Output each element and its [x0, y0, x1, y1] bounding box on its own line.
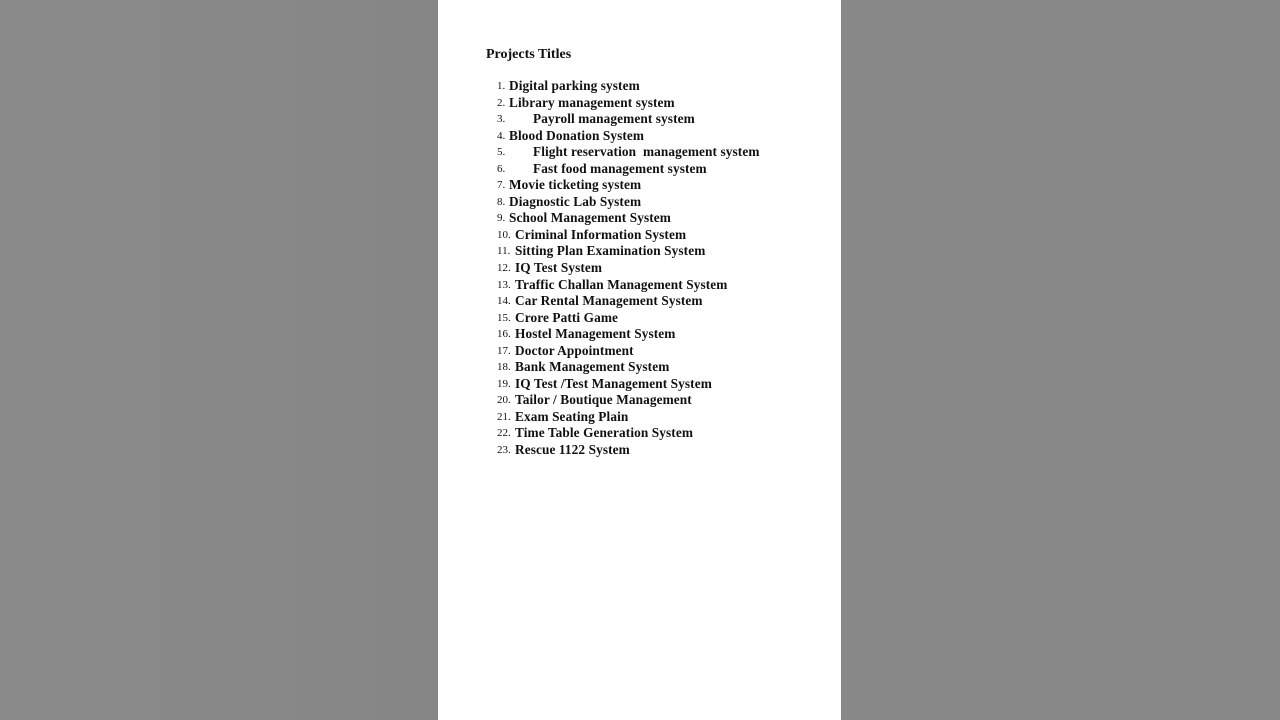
- item-text: Criminal Information System: [515, 226, 687, 242]
- list-item: [497, 144, 760, 161]
- list-item: [497, 210, 760, 227]
- item-text: Crore Patti Game: [515, 309, 619, 325]
- item-number: 4.: [497, 129, 506, 142]
- item-number: 3.: [497, 113, 506, 126]
- item-text: Flight reservation management system: [533, 144, 760, 160]
- item-text: Doctor Appointment: [515, 342, 634, 358]
- item-text: Movie ticketing system: [509, 177, 642, 193]
- list-item: [497, 128, 760, 145]
- item-text: Diagnostic Lab System: [509, 193, 642, 209]
- list-item: [497, 392, 760, 409]
- item-number: 18.: [497, 361, 511, 374]
- item-number: 9.: [497, 212, 506, 225]
- item-number: 15.: [497, 311, 511, 324]
- item-number: 19.: [497, 377, 511, 390]
- background-right: [841, 0, 1280, 720]
- item-number: 8.: [497, 195, 506, 208]
- item-text: IQ Test System: [515, 260, 603, 276]
- list-item: [497, 293, 760, 310]
- item-text: Hostel Management System: [515, 326, 676, 342]
- item-number: 22.: [497, 427, 511, 440]
- item-text: School Management System: [509, 210, 671, 226]
- list-item: [497, 442, 760, 459]
- list-item: [497, 111, 760, 128]
- item-number: 12.: [497, 262, 511, 275]
- item-text: Time Table Generation System: [515, 425, 694, 441]
- item-number: 21.: [497, 410, 511, 423]
- item-text: Library management system: [509, 94, 675, 110]
- item-text: Payroll management system: [533, 111, 695, 127]
- item-number: 13.: [497, 278, 511, 291]
- project-list: [497, 78, 760, 459]
- item-text: Traffic Challan Management System: [515, 276, 728, 292]
- list-item: [497, 95, 760, 112]
- item-number: 14.: [497, 295, 511, 308]
- item-number: 7.: [497, 179, 506, 192]
- document-page: [438, 0, 841, 720]
- list-item: [497, 310, 760, 327]
- item-text: Bank Management System: [515, 359, 670, 375]
- list-item: [497, 376, 760, 393]
- list-item: [497, 227, 760, 244]
- item-text: Rescue 1122 System: [515, 442, 630, 458]
- item-text: Digital parking system: [509, 78, 640, 93]
- list-item: [497, 194, 760, 211]
- item-number: 2.: [497, 96, 506, 109]
- list-item: [497, 326, 760, 343]
- list-item: [497, 359, 760, 376]
- list-item: [497, 277, 760, 294]
- item-text: Car Rental Management System: [515, 293, 703, 309]
- item-number: 5.: [497, 146, 506, 159]
- item-number: 10.: [497, 228, 511, 241]
- item-number: 11.: [497, 245, 511, 258]
- item-number: 16.: [497, 328, 511, 341]
- item-number: 23.: [497, 444, 511, 457]
- list-item: [497, 425, 760, 442]
- item-text: Blood Donation System: [509, 127, 645, 143]
- item-text: Tailor / Boutique Management: [515, 392, 692, 408]
- list-item: [497, 409, 760, 426]
- item-text: Exam Seating Plain: [515, 408, 629, 424]
- document-title: Projects Titles: [486, 47, 572, 62]
- item-text: Fast food management system: [533, 160, 707, 176]
- list-item: [497, 260, 760, 277]
- item-text: IQ Test /Test Management System: [515, 375, 712, 391]
- item-number: 6.: [497, 162, 506, 175]
- list-item: [497, 78, 760, 95]
- item-number: 17.: [497, 344, 511, 357]
- list-item: [497, 243, 760, 260]
- item-text: Sitting Plan Examination System: [515, 243, 706, 259]
- item-number: 20.: [497, 394, 511, 407]
- list-item: [497, 177, 760, 194]
- item-number: 1.: [497, 80, 506, 92]
- list-item: [497, 161, 760, 178]
- list-item: [497, 343, 760, 360]
